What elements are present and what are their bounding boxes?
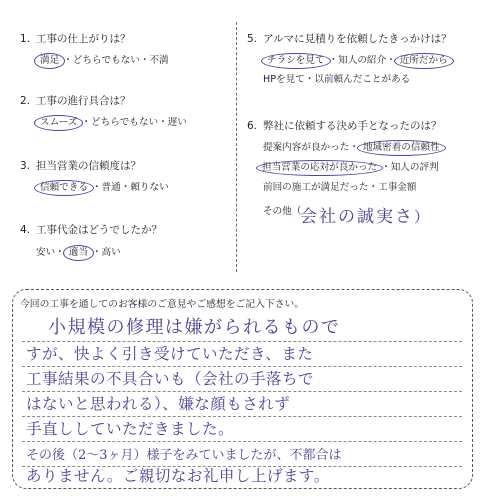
- option[interactable]: ・高い: [91, 247, 121, 258]
- question-6-options-line3: [263, 182, 417, 194]
- question-2-options: [36, 117, 187, 129]
- question-3-options: [36, 182, 169, 194]
- question-1-options: [36, 55, 169, 67]
- question-text: 担当営業の信頼度は？: [36, 160, 141, 172]
- ruled-line: [22, 391, 462, 392]
- ruled-line: [22, 416, 462, 417]
- option-selected[interactable]: 地域密着の信頼性: [357, 140, 446, 156]
- other-label: その他（: [263, 206, 302, 217]
- option[interactable]: 安い・: [36, 247, 65, 258]
- question-number: 1.: [20, 33, 31, 45]
- ruled-line: [22, 441, 462, 442]
- question-number: 6.: [247, 120, 258, 132]
- handwritten-line: すが、快よく引き受けていただき、また: [26, 345, 314, 363]
- close-paren: ）: [414, 208, 432, 226]
- handwritten-line: 手直ししていただきました。: [26, 420, 235, 438]
- question-4-options: [36, 247, 121, 259]
- handwritten-answer: 会社の誠実さ: [300, 207, 414, 227]
- handwritten-line: 小規模の修理は嫌がられるもので: [48, 317, 341, 338]
- question-6-other-label: [263, 206, 301, 218]
- column-divider: [236, 22, 237, 272]
- question-text: アルマに見積りを依頼したきっかけは？: [263, 33, 452, 45]
- question-5-options-line1: [263, 55, 452, 67]
- comment-title: 今回の工事を通してのお客様のご意見やご感想をご記入下さい。: [20, 299, 305, 310]
- question-text: 工事の進行具合は？: [36, 95, 131, 107]
- option-selected[interactable]: チラシを見て: [261, 53, 331, 69]
- option-selected[interactable]: 満足: [34, 53, 65, 69]
- question-2: [20, 95, 131, 108]
- option[interactable]: ・知人の評判: [381, 162, 439, 173]
- option-selected[interactable]: 信頼できる: [34, 180, 94, 196]
- question-number: 5.: [247, 33, 258, 45]
- question-6: [247, 120, 442, 133]
- ruled-line: [22, 341, 462, 342]
- question-6-options-line2: [258, 162, 439, 174]
- option[interactable]: ・どちらでもない・不満: [63, 55, 169, 66]
- question-number: 3.: [20, 160, 31, 172]
- option-selected[interactable]: 担当営業の応対が良かった: [256, 160, 383, 176]
- question-number: 2.: [20, 95, 31, 107]
- option[interactable]: 提案内容が良かった・: [263, 142, 359, 153]
- question-5: [247, 33, 452, 46]
- handwritten-line: その後（2〜3ヶ月）様子をみていましたが、不都合は: [26, 448, 342, 463]
- question-1: [20, 33, 131, 46]
- question-5-options-line2: [263, 74, 410, 86]
- question-3: [20, 160, 141, 173]
- handwritten-line: 工事結果の不具合いも（会社の手落ちで: [26, 370, 314, 388]
- option[interactable]: ・普通・頼りない: [91, 182, 169, 193]
- option[interactable]: HPを見て・以前頼んだことがある: [263, 74, 411, 85]
- question-number: 4.: [20, 224, 31, 236]
- question-6-other-handwritten: [300, 202, 431, 227]
- option[interactable]: ・知人の紹介・: [328, 55, 396, 66]
- option-selected[interactable]: スムーズ: [34, 115, 83, 131]
- option-selected[interactable]: 近所だから: [394, 53, 454, 69]
- option[interactable]: ・どちらでもない・遅い: [81, 117, 187, 128]
- question-text: 工事代金はどうでしたか？: [36, 224, 162, 236]
- option[interactable]: 前回の施工が満足だった・工事金額: [263, 182, 417, 193]
- question-text: 工事の仕上がりは？: [36, 33, 131, 45]
- option-selected[interactable]: 適当: [63, 245, 94, 261]
- question-6-options-line1: [263, 142, 444, 154]
- ruled-line: [22, 366, 462, 367]
- handwritten-line: はないと思われる）、嫌な顔もされず: [26, 395, 291, 413]
- question-text: 弊社に依頼する決め手となったのは？: [263, 120, 442, 132]
- handwritten-line: ありません。ご親切なお礼申し上げます。: [26, 467, 330, 485]
- question-4: [20, 224, 162, 237]
